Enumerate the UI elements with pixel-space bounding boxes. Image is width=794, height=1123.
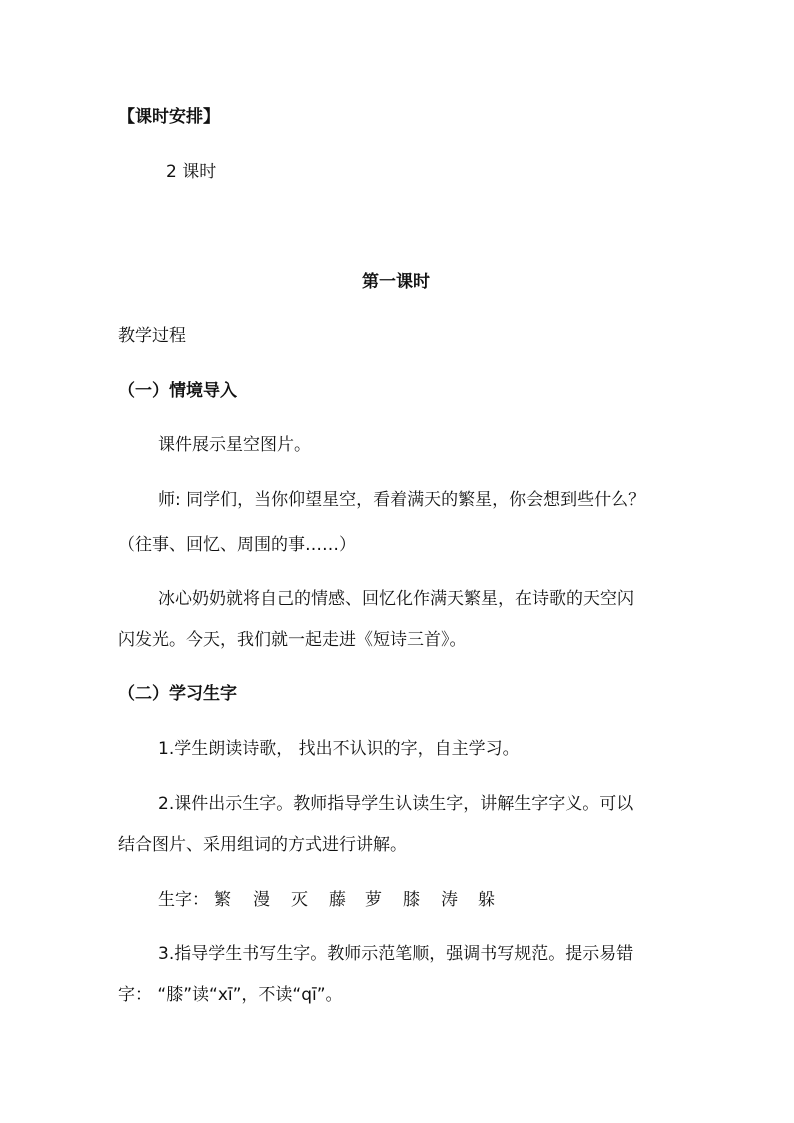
intro-paragraph-1: 课件展示星空图片。 [158, 435, 311, 455]
characters-item-3-line-2: 字： “膝”读“xī”，不读“qī”。 [118, 985, 343, 1005]
section-heading-characters: （二）学习生字 [118, 684, 237, 704]
new-character: 涛 [441, 890, 458, 910]
new-character: 灭 [291, 890, 308, 910]
intro-paragraph-3-line-2: 闪发光。今天，我们就一起走进《短诗三首》。 [118, 630, 467, 650]
intro-paragraph-3-line-1: 冰心奶奶就将自己的情感、回忆化作满天繁星，在诗歌的天空闪 [158, 589, 634, 609]
process-label: 教学过程 [118, 326, 186, 346]
characters-item-3-line-1: 3.指导学生书写生字。教师示范笔顺，强调书写规范。提示易错 [158, 944, 634, 964]
schedule-value: 2 课时 [166, 162, 217, 182]
characters-item-1: 1.学生朗读诗歌， 找出不认识的字，自主学习。 [158, 739, 520, 759]
schedule-heading: 【课时安排】 [118, 107, 220, 127]
characters-item-2-line-1: 2.课件出示生字。教师指导学生认读生字，讲解生字字义。可以 [158, 794, 634, 814]
characters-item-2-line-2: 结合图片、采用组词的方式进行讲解。 [118, 835, 407, 855]
new-character: 躲 [478, 890, 495, 910]
new-characters-label: 生字： [158, 890, 209, 910]
lesson-title: 第一课时 [362, 272, 430, 292]
new-character: 漫 [253, 890, 270, 910]
section-heading-intro: （一）情境导入 [118, 381, 237, 401]
new-character: 藤 [329, 890, 346, 910]
new-character: 萝 [365, 890, 382, 910]
new-character: 繁 [214, 890, 231, 910]
new-character: 膝 [403, 890, 420, 910]
intro-paragraph-2-line-1: 师: 同学们，当你仰望星空，看着满天的繁星，你会想到些什么？ [158, 490, 646, 510]
intro-paragraph-2-line-2: （往事、回忆、周围的事……） [118, 535, 356, 555]
